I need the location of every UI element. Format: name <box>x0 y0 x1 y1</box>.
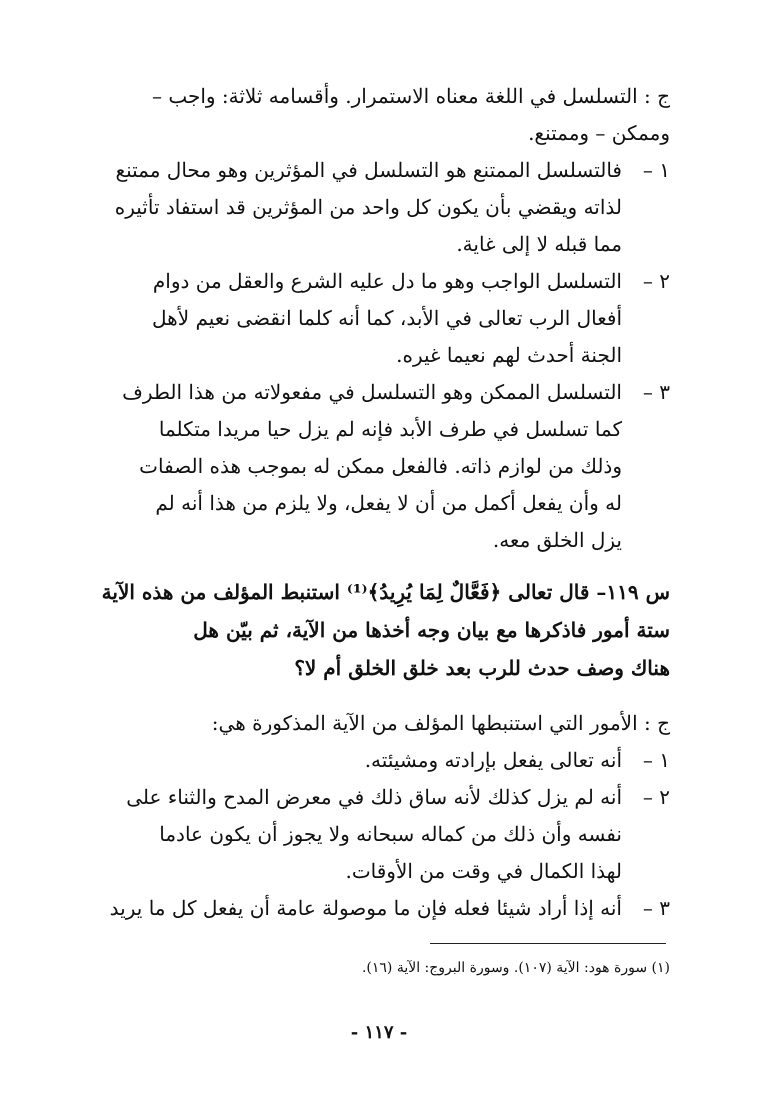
item-line: أفعال الرب تعالى في الأبد، كما أنه كلما انقضى نعيم لأهل <box>152 306 622 330</box>
question-line: هناك وصف حدث للرب بعد خلق الخلق أم لا؟ <box>294 656 670 680</box>
item-line: أنه لم يزل كذلك لأنه ساق ذلك في معرض المدح والثناء على <box>126 785 622 809</box>
item-number: ٢ – <box>642 785 670 809</box>
item-line: لذاته ويقضي بأن يكون كل واحد من المؤثرين قد استفاد تأثيره <box>114 195 622 219</box>
item-line: له وأن يفعل أكمل من أن لا يفعل، ولا يلزم من هذا أنه لم <box>155 491 622 515</box>
item-line: كما تسلسل في طرف الأبد فإنه لم يزل حيا مريدا متكلما <box>158 417 622 441</box>
answer-2-item-3 <box>100 890 670 927</box>
footnote-divider <box>430 943 666 944</box>
answer-1-item-3 <box>100 374 670 559</box>
question-line: س ١١٩– قال تعالى ﴿فَعَّالٌ لِمَا يُرِيدُ﴾⁽¹⁾ استنبط المؤلف من هذه الآية <box>101 580 670 604</box>
item-line: التسلسل الواجب وهو ما دل عليه الشرع والعقل من دوام <box>152 269 622 293</box>
item-line: لهذا الكمال في وقت من الأوقات. <box>345 859 622 883</box>
item-line: أنه تعالى يفعل بإرادته ومشيئته. <box>364 748 622 772</box>
item-line: نفسه وأن ذلك من كماله سبحانه ولا يجوز أن يكون عادما <box>159 822 622 846</box>
item-line: أنه إذا أراد شيئا فعله فإن ما موصولة عامة أن يفعل كل ما يريد <box>109 896 622 920</box>
item-number: ٣ – <box>642 380 670 404</box>
answer-1-line: وممكن – وممتنع. <box>528 121 670 145</box>
question-119 <box>100 573 670 687</box>
item-line: الجنة أحدث لهم نعيما غيره. <box>396 343 622 367</box>
answer-2-intro: ج : الأمور التي استنبطها المؤلف من الآية المذكورة هي: <box>211 711 670 735</box>
item-line: مما قبله لا إلى غاية. <box>456 232 622 256</box>
question-line: ستة أمور فاذكرها مع بيان وجه أخذها من الآية، ثم بيّن هل <box>193 618 670 642</box>
page-number: - ١١٧ - <box>350 1022 408 1043</box>
answer-1-line: ج : التسلسل في اللغة معناه الاستمرار. وأقسامه ثلاثة: واجب – <box>151 84 670 108</box>
item-number: ١ – <box>642 158 670 182</box>
answer-1-item-2 <box>100 263 670 374</box>
item-line: فالتسلسل الممتنع هو التسلسل في المؤثرين وهو محال ممتنع <box>115 158 622 182</box>
answer-2 <box>100 705 670 742</box>
item-line: يزل الخلق معه. <box>492 528 622 552</box>
answer-1 <box>100 78 670 152</box>
item-number: ٢ – <box>642 269 670 293</box>
item-number: ٣ – <box>642 896 670 920</box>
item-line: التسلسل الممكن وهو التسلسل في مفعولاته من هذا الطرف <box>122 380 622 404</box>
answer-1-item-1 <box>100 152 670 263</box>
item-line: وذلك من لوازم ذاته. فالفعل ممكن له بموجب هذه الصفات <box>139 454 622 478</box>
answer-2-item-1 <box>100 742 670 779</box>
answer-2-item-2 <box>100 779 670 890</box>
item-number: ١ – <box>642 748 670 772</box>
footnote: (١) سورة هود: الآية (١٠٧). وسورة البروج: الآية (١٦). <box>361 960 670 976</box>
page-body <box>100 78 670 927</box>
